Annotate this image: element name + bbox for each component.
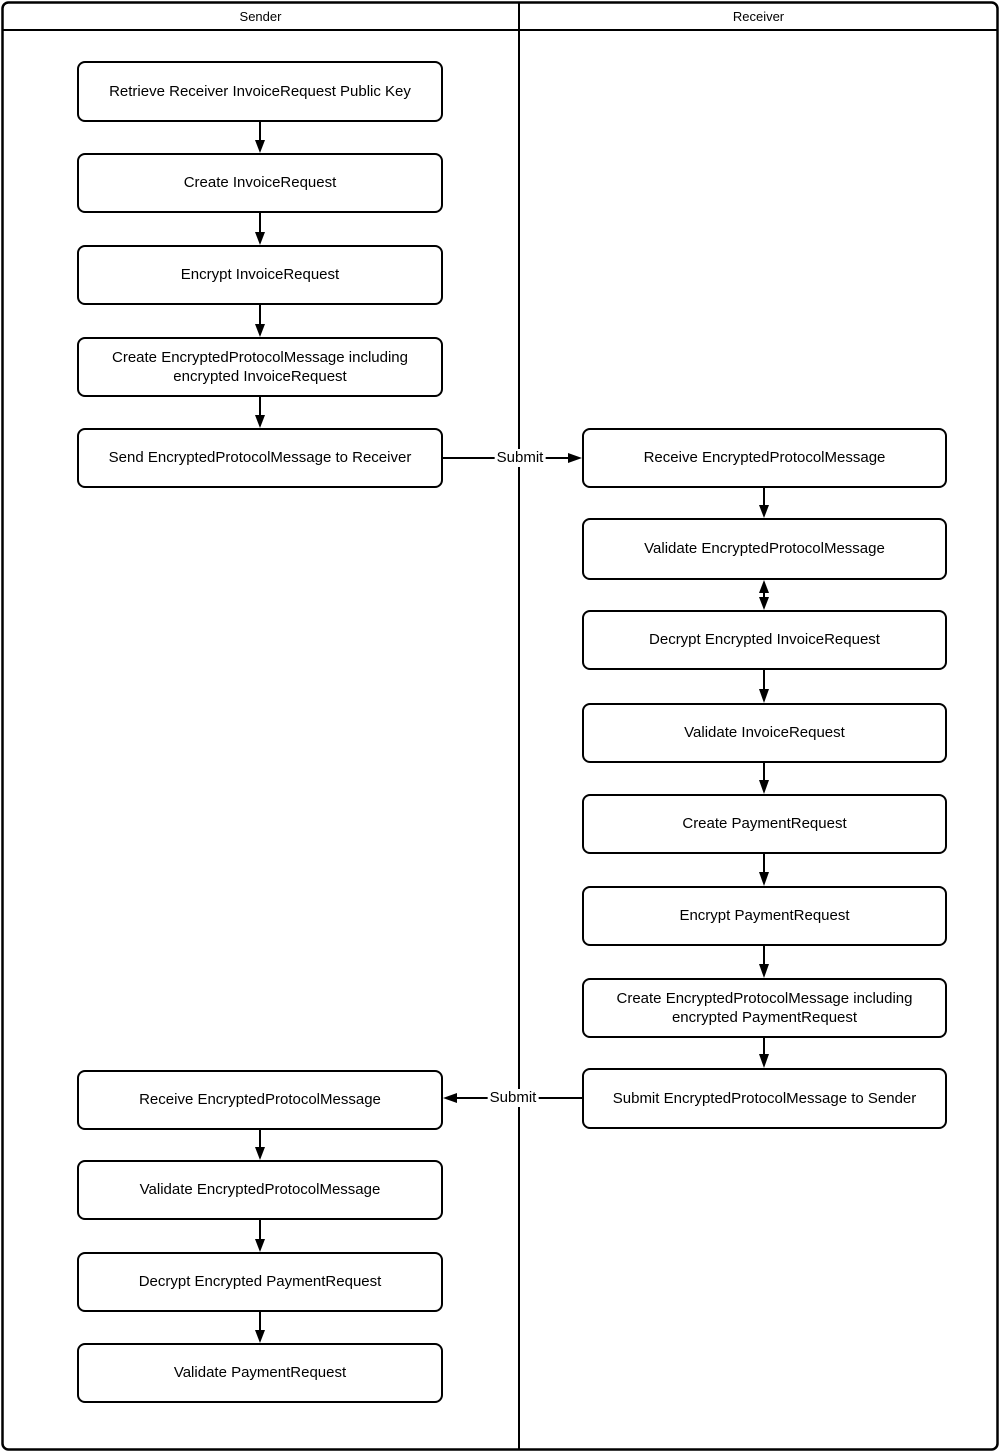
node-send-encryptedprotocolmessage-to-receiver: Send EncryptedProtocolMessage to Receiver (77, 428, 443, 488)
arrow-validate-protocolmessage-decrypt-invoicerequest-bidirectional (759, 580, 769, 610)
arrow-create-to-encrypt-paymentrequest (759, 854, 769, 886)
lane-header-receiver: Receiver (732, 8, 785, 24)
node-create-invoicerequest: Create InvoiceRequest (77, 153, 443, 213)
node-sender-receive-encryptedprotocolmessage: Receive EncryptedProtocolMessage (77, 1070, 443, 1130)
node-decrypt-encrypted-paymentrequest: Decrypt Encrypted PaymentRequest (77, 1252, 443, 1312)
node-create-encryptedprotocolmessage-invoicerequest: Create EncryptedProtocolMessage including encrypted InvoiceRequest (77, 337, 443, 397)
arrow-receive-to-validate-protocolmessage-receiver (759, 488, 769, 518)
node-sender-validate-encryptedprotocolmessage: Validate EncryptedProtocolMessage (77, 1160, 443, 1220)
arrow-validate-invoicerequest-to-create-paymentrequest (759, 763, 769, 794)
arrow-create-protocolmessage-to-send (255, 397, 265, 428)
arrow-create-protocolmessage-to-submit (759, 1038, 769, 1068)
node-submit-encryptedprotocolmessage-to-sender: Submit EncryptedProtocolMessage to Sender (582, 1068, 947, 1129)
node-retrieve-receiver-invoicerequest-public-key: Retrieve Receiver InvoiceRequest Public Key (77, 61, 443, 122)
node-create-paymentrequest: Create PaymentRequest (582, 794, 947, 854)
connector-label-submit-to-receiver: Submit (496, 449, 544, 466)
node-validate-invoicerequest: Validate InvoiceRequest (582, 703, 947, 763)
arrow-decrypt-to-validate-paymentrequest (255, 1312, 265, 1343)
arrow-receive-to-validate-protocolmessage-sender (255, 1130, 265, 1160)
arrow-validate-to-decrypt-paymentrequest (255, 1220, 265, 1252)
node-receiver-validate-encryptedprotocolmessage: Validate EncryptedProtocolMessage (582, 518, 947, 580)
node-validate-paymentrequest: Validate PaymentRequest (77, 1343, 443, 1403)
node-encrypt-invoicerequest: Encrypt InvoiceRequest (77, 245, 443, 305)
node-encrypt-paymentrequest: Encrypt PaymentRequest (582, 886, 947, 946)
arrow-encrypt-to-create-protocolmessage (255, 305, 265, 337)
node-receiver-receive-encryptedprotocolmessage: Receive EncryptedProtocolMessage (582, 428, 947, 488)
arrow-retrieve-to-create-invoicerequest (255, 122, 265, 153)
arrow-decrypt-to-validate-invoicerequest (759, 670, 769, 703)
connector-label-submit-to-sender: Submit (489, 1089, 537, 1106)
node-create-encryptedprotocolmessage-paymentrequest: Create EncryptedProtocolMessage including encrypted PaymentRequest (582, 978, 947, 1038)
arrow-encrypt-paymentrequest-to-create-protocolmessage (759, 946, 769, 978)
arrow-create-to-encrypt-invoicerequest (255, 213, 265, 245)
lane-header-sender: Sender (239, 8, 282, 24)
node-decrypt-encrypted-invoicerequest: Decrypt Encrypted InvoiceRequest (582, 610, 947, 670)
